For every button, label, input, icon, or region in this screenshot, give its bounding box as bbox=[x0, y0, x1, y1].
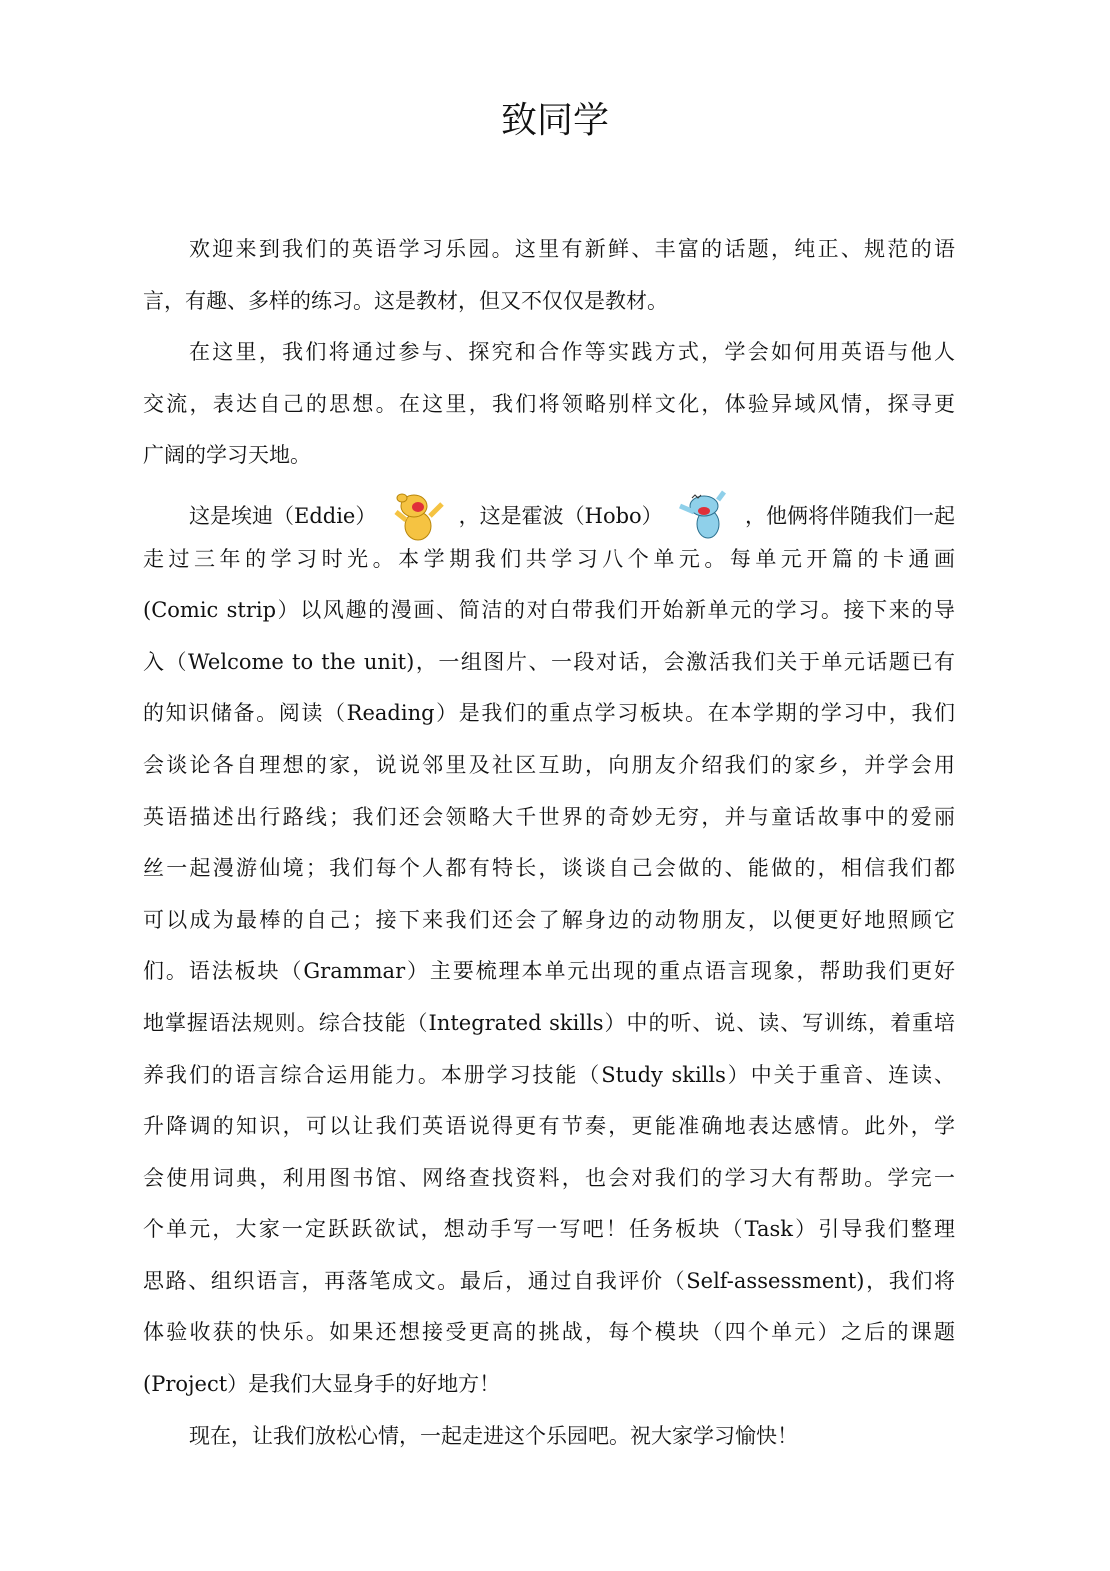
text-line: 养我们的语言综合运用能力。本册学习技能（Study skills）中关于重音、连读、 bbox=[143, 1062, 955, 1087]
intro-eddie-text: 这是埃迪（Eddie） bbox=[189, 503, 377, 528]
paragraph-1 bbox=[143, 232, 955, 335]
text-line: 广阔的学习天地。 bbox=[143, 443, 311, 468]
text-line: 言，有趣、多样的练习。这是教材，但又不仅仅是教材。 bbox=[143, 288, 668, 313]
text-line: 个单元，大家一定跃跃欲试，想动手写一写吧！任务板块（Task）引导我们整理 bbox=[143, 1217, 955, 1242]
paragraph-4 bbox=[143, 1419, 955, 1471]
text-line: 升降调的知识，可以让我们英语说得更有节奏，更能准确地表达感情。此外，学 bbox=[143, 1114, 955, 1139]
hobo-mascot-icon bbox=[674, 490, 734, 542]
letter-body bbox=[143, 232, 955, 1470]
text-line: 在这里，我们将通过参与、探究和合作等实践方式，学会如何用英语与他人 bbox=[189, 340, 955, 365]
text-line: 英语描述出行路线；我们还会领略大千世界的奇妙无穷，并与童话故事中的爱丽 bbox=[143, 804, 955, 829]
text-line: 体验收获的快乐。如果还想接受更高的挑战，每个模块（四个单元）之后的课题 bbox=[143, 1320, 955, 1345]
text-line: (Project）是我们大显身手的好地方！ bbox=[143, 1372, 501, 1397]
text-line: 可以成为最棒的自己；接下来我们还会了解身边的动物朋友，以便更好地照顾它 bbox=[143, 907, 955, 932]
text-line: (Comic strip）以风趣的漫画、简洁的对白带我们开始新单元的学习。接下来的导 bbox=[143, 598, 955, 623]
paragraph-3 bbox=[143, 490, 955, 1419]
intro-hobo-text: ，这是霍波（Hobo） bbox=[458, 503, 663, 528]
text-line: 会谈论各自理想的家，说说邻里及社区互助，向朋友介绍我们的家乡，并学会用 bbox=[143, 752, 955, 777]
text-line: 入（Welcome to the unit)，一组图片、一段对话，会激活我们关于单元话题已有 bbox=[143, 649, 955, 674]
text-line: 会使用词典，利用图书馆、网络查找资料，也会对我们的学习大有帮助。学完一 bbox=[143, 1165, 955, 1190]
text-line: 丝一起漫游仙境；我们每个人都有特长，谈谈自己会做的、能做的，相信我们都 bbox=[143, 856, 955, 881]
text-line: 现在，让我们放松心情，一起走进这个乐园吧。祝大家学习愉快！ bbox=[189, 1423, 798, 1448]
page-title: 致同学 bbox=[500, 100, 609, 141]
text-line: 走过三年的学习时光。本学期我们共学习八个单元。每单元开篇的卡通画 bbox=[143, 546, 955, 571]
mascot-line bbox=[143, 490, 955, 542]
eddie-mascot-icon bbox=[388, 490, 448, 542]
text-line: 们。语法板块（Grammar）主要梳理本单元出现的重点语言现象，帮助我们更好 bbox=[143, 959, 955, 984]
intro-rest-text: ，他俩将伴随我们一起 bbox=[744, 503, 955, 528]
text-line: 欢迎来到我们的英语学习乐园。这里有新鲜、丰富的话题，纯正、规范的语 bbox=[189, 237, 955, 261]
text-line: 思路、组织语言，再落笔成文。最后，通过自我评价（Self-assessment)，我们将 bbox=[143, 1268, 955, 1293]
text-line: 的知识储备。阅读（Reading）是我们的重点学习板块。在本学期的学习中，我们 bbox=[143, 701, 955, 726]
text-line: 交流，表达自己的思想。在这里，我们将领略别样文化，体验异域风情，探寻更 bbox=[143, 391, 955, 416]
paragraph-2 bbox=[143, 335, 955, 490]
text-line: 地掌握语法规则。综合技能（Integrated skills）中的听、说、读、写训练，着重培 bbox=[143, 1010, 955, 1035]
